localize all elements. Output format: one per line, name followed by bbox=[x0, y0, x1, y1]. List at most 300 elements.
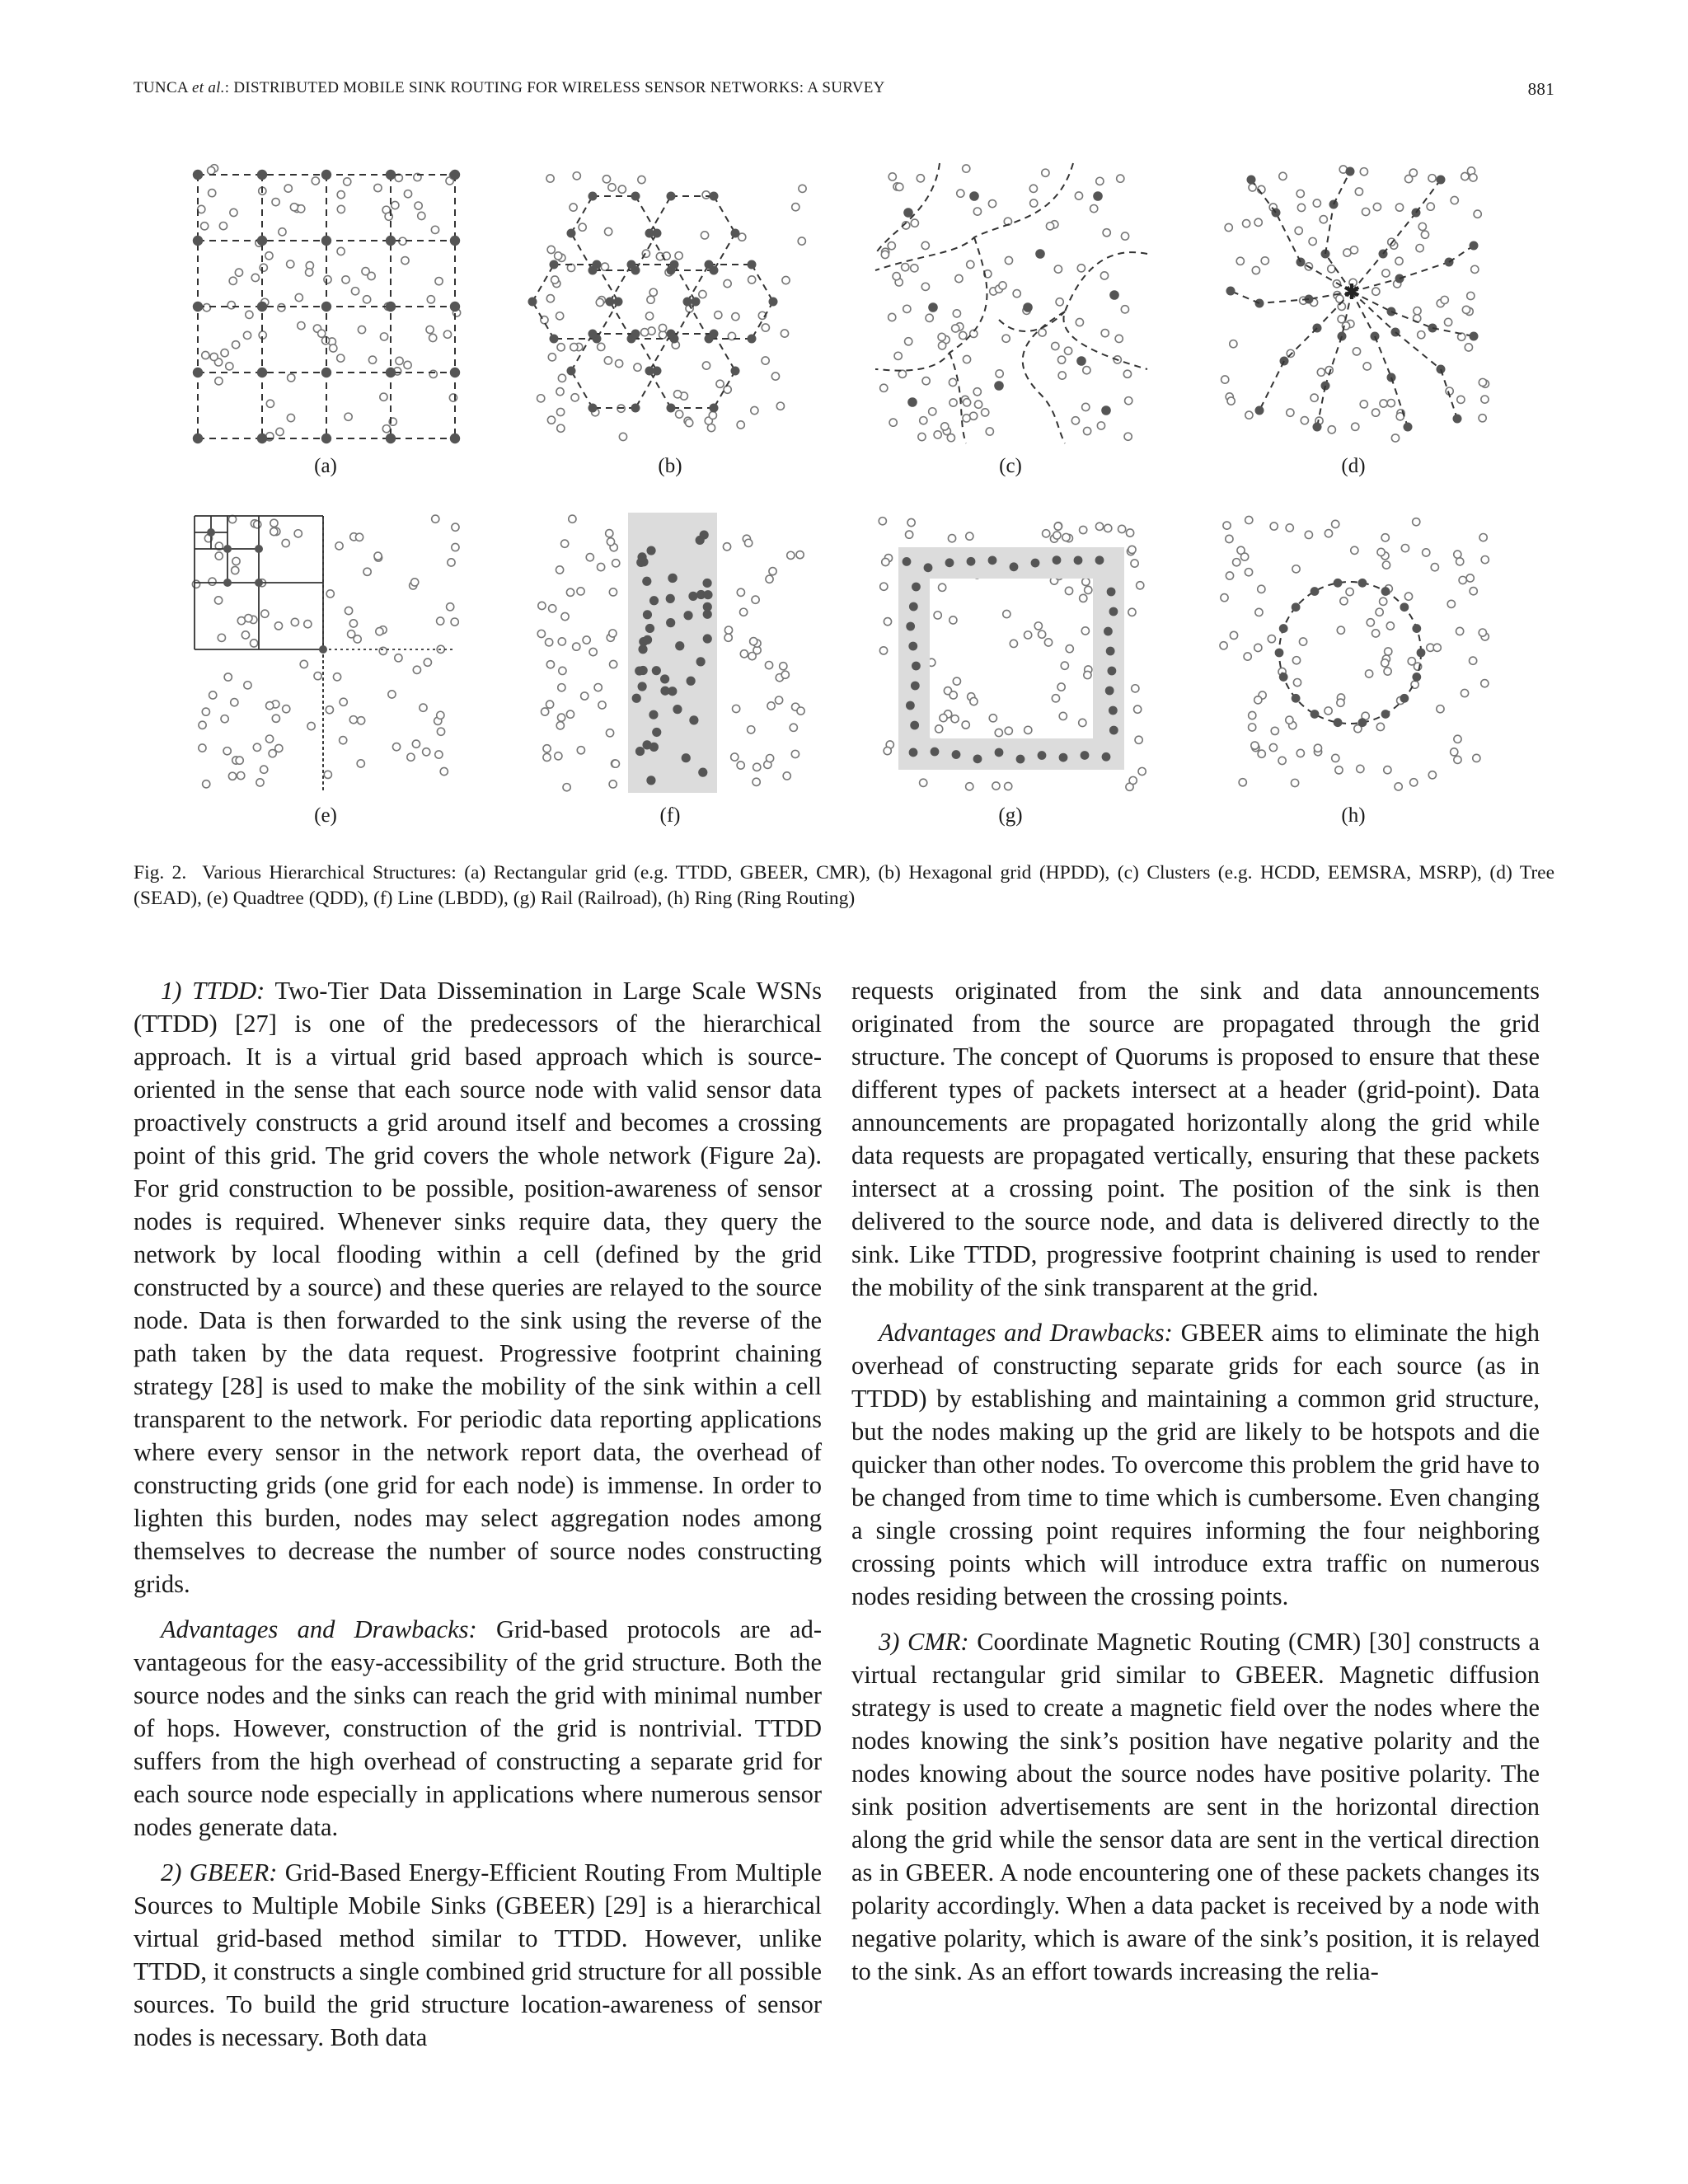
sensor-node bbox=[1416, 245, 1423, 252]
sensor-node bbox=[1413, 518, 1420, 526]
grid-node bbox=[207, 528, 215, 537]
sensor-node bbox=[294, 530, 302, 537]
sensor-node bbox=[203, 780, 210, 788]
sensor-node bbox=[1134, 705, 1142, 713]
grid-node bbox=[642, 740, 651, 749]
sensor-node bbox=[579, 223, 586, 231]
sensor-node bbox=[437, 728, 444, 735]
sensor-node bbox=[1470, 174, 1477, 181]
sensor-node bbox=[798, 237, 805, 245]
sensor-node bbox=[645, 312, 653, 320]
grid-node bbox=[1226, 287, 1236, 296]
sensor-node bbox=[1367, 619, 1374, 626]
sensor-node bbox=[1292, 657, 1300, 664]
sensor-node bbox=[1245, 411, 1253, 419]
sensor-node bbox=[1363, 363, 1371, 370]
sensor-node bbox=[546, 701, 554, 708]
sensor-node bbox=[723, 543, 730, 551]
sensor-node bbox=[256, 779, 264, 786]
sensor-node bbox=[731, 753, 738, 761]
sensor-node bbox=[561, 540, 569, 547]
grid-node bbox=[1334, 579, 1343, 588]
sensor-node bbox=[557, 344, 565, 351]
sensor-node bbox=[215, 377, 223, 385]
sensor-node bbox=[435, 278, 443, 285]
sensor-node bbox=[766, 754, 773, 762]
sensor-node bbox=[889, 173, 896, 180]
sensor-node bbox=[1044, 639, 1052, 646]
sensor-node bbox=[561, 612, 569, 620]
sensor-node bbox=[751, 406, 758, 414]
sensor-node bbox=[1135, 736, 1142, 743]
grid-node bbox=[667, 191, 676, 200]
sensor-node bbox=[335, 542, 343, 550]
sensor-node bbox=[1046, 223, 1053, 230]
sensor-node bbox=[1025, 726, 1032, 733]
sensor-node bbox=[298, 322, 305, 330]
sensor-node bbox=[202, 351, 209, 359]
sensor-node bbox=[362, 268, 369, 275]
sensor-node bbox=[966, 783, 973, 790]
sensor-node bbox=[907, 518, 915, 526]
grid-node bbox=[450, 170, 460, 180]
sensor-node bbox=[265, 252, 273, 260]
sensor-node bbox=[274, 622, 282, 630]
grid-node bbox=[1247, 176, 1256, 185]
sensor-node bbox=[1230, 340, 1237, 348]
sensor-node bbox=[879, 647, 887, 654]
grid-node bbox=[710, 404, 719, 413]
sensor-node bbox=[1414, 307, 1421, 315]
grid-node bbox=[994, 381, 1004, 391]
grid-node bbox=[635, 747, 645, 756]
grid-node bbox=[450, 434, 460, 443]
sensor-node bbox=[586, 554, 593, 561]
sensor-node bbox=[884, 618, 891, 626]
sensor-node bbox=[537, 630, 545, 637]
sensor-node bbox=[1335, 766, 1343, 774]
sensor-node bbox=[287, 414, 294, 421]
grid-node bbox=[223, 545, 232, 553]
sensor-node bbox=[1457, 396, 1465, 403]
sensor-node bbox=[787, 551, 795, 559]
sensor-node bbox=[762, 357, 769, 364]
sensor-node bbox=[989, 715, 996, 722]
sensor-node bbox=[1062, 533, 1070, 541]
sensor-node bbox=[724, 279, 731, 287]
sensor-node bbox=[601, 263, 608, 270]
grid-node bbox=[687, 677, 696, 686]
grid-node bbox=[638, 682, 647, 691]
sensor-node bbox=[1059, 712, 1067, 719]
sensor-node bbox=[769, 568, 776, 575]
grid-node bbox=[906, 622, 915, 631]
sensor-node bbox=[432, 515, 439, 523]
sensor-node bbox=[609, 780, 617, 788]
sensor-node bbox=[351, 288, 359, 295]
dashed-link bbox=[649, 371, 671, 408]
sensor-node bbox=[1428, 175, 1436, 182]
sensor-node bbox=[732, 313, 739, 321]
sensor-node bbox=[401, 257, 409, 265]
cluster-boundary bbox=[999, 312, 1065, 331]
sensor-node bbox=[748, 276, 756, 284]
grid-node bbox=[1107, 588, 1116, 597]
sensor-node bbox=[1121, 306, 1128, 313]
sensor-node bbox=[888, 242, 895, 250]
sensor-node bbox=[376, 628, 383, 635]
sensor-node bbox=[447, 603, 454, 611]
sensor-node bbox=[1421, 231, 1428, 238]
grid-node bbox=[386, 236, 396, 246]
sensor-node bbox=[392, 743, 400, 751]
sensor-node bbox=[775, 696, 782, 704]
sensor-node bbox=[404, 361, 411, 368]
panel-label-e: (e) bbox=[314, 804, 337, 827]
sensor-node bbox=[674, 391, 682, 398]
grid-node bbox=[1107, 667, 1116, 676]
dashed-link bbox=[1259, 361, 1284, 410]
sensor-node bbox=[1328, 426, 1335, 434]
sensor-node bbox=[935, 725, 943, 733]
sensor-node bbox=[337, 191, 345, 199]
sensor-node bbox=[955, 274, 963, 282]
grid-node bbox=[911, 682, 920, 691]
sensor-node bbox=[612, 760, 619, 767]
sensor-node bbox=[559, 667, 566, 674]
sensor-node bbox=[748, 726, 755, 733]
sensor-node bbox=[1473, 754, 1480, 762]
sensor-node bbox=[337, 354, 345, 362]
sensor-node bbox=[357, 717, 364, 724]
grid-node bbox=[1412, 624, 1421, 633]
sensor-node bbox=[556, 312, 564, 320]
grid-node bbox=[646, 546, 655, 555]
grid-node bbox=[193, 434, 203, 443]
sensor-node bbox=[992, 782, 1000, 790]
grid-node bbox=[988, 555, 997, 565]
sensor-node bbox=[314, 673, 321, 680]
sensor-node bbox=[235, 269, 242, 276]
sensor-node bbox=[291, 618, 298, 626]
grid-node bbox=[1023, 302, 1033, 312]
sensor-node bbox=[1132, 685, 1139, 692]
sensor-node bbox=[357, 760, 364, 767]
sensor-node bbox=[363, 568, 371, 575]
grid-node bbox=[1109, 607, 1118, 616]
grid-node bbox=[973, 754, 982, 763]
grid-node bbox=[710, 191, 719, 200]
grid-node bbox=[710, 329, 719, 338]
sensor-node bbox=[1465, 344, 1472, 351]
sensor-node bbox=[1444, 318, 1451, 326]
grid-node bbox=[643, 635, 652, 644]
sensor-node bbox=[963, 415, 970, 422]
grid-node bbox=[667, 329, 676, 338]
sensor-node bbox=[1287, 409, 1294, 416]
sensor-node bbox=[1076, 318, 1083, 326]
sensor-node bbox=[889, 419, 897, 426]
sensor-node bbox=[1030, 199, 1038, 207]
sensor-node bbox=[1249, 724, 1256, 731]
sensor-node bbox=[1054, 523, 1062, 530]
sensor-node bbox=[1084, 427, 1091, 434]
grid-node bbox=[1076, 356, 1086, 366]
sensor-node bbox=[241, 631, 249, 639]
sensor-node bbox=[641, 329, 649, 336]
sensor-node bbox=[1462, 306, 1470, 313]
sensor-node bbox=[221, 349, 228, 357]
grid-node bbox=[193, 236, 203, 246]
sensor-node bbox=[448, 559, 455, 566]
sensor-node bbox=[1481, 555, 1489, 563]
sensor-node bbox=[1230, 631, 1237, 639]
grid-node bbox=[675, 641, 684, 650]
sensor-node bbox=[1353, 348, 1360, 355]
sensor-node bbox=[546, 175, 554, 182]
sensor-node bbox=[1279, 172, 1287, 180]
grid-node bbox=[1081, 751, 1090, 760]
sensor-node bbox=[1131, 560, 1138, 567]
sensor-node bbox=[1054, 265, 1062, 273]
sensor-node bbox=[948, 535, 955, 542]
sensor-node bbox=[1352, 423, 1359, 430]
sensor-node bbox=[880, 384, 888, 391]
sensor-node bbox=[218, 634, 225, 641]
grid-node bbox=[969, 191, 979, 201]
sensor-node bbox=[1258, 750, 1265, 757]
right-column bbox=[851, 974, 1540, 2000]
grid-node bbox=[748, 260, 757, 269]
sensor-node bbox=[1381, 534, 1389, 541]
sensor-node bbox=[1295, 227, 1302, 234]
sensor-node bbox=[609, 588, 617, 596]
grid-node bbox=[606, 298, 615, 307]
sensor-node bbox=[232, 557, 240, 565]
sensor-node bbox=[1428, 771, 1436, 779]
grid-node bbox=[1102, 752, 1111, 762]
sensor-node bbox=[318, 330, 326, 337]
dashed-link bbox=[1325, 204, 1334, 254]
sensor-node bbox=[1226, 535, 1233, 542]
grid-node bbox=[386, 434, 396, 443]
sensor-node bbox=[558, 714, 565, 721]
sensor-node bbox=[404, 190, 411, 198]
figure-caption: Fig. 2. Various Hierarchical Structures: (a) Rectangular grid (e.g. TTDD, GBEER, CMR), (b) Hexagonal grid (HPDD), (c) Clusters (e.g. HCDD, EEMSRA, MSRP), (d) Tree (SEAD), (e) Quadtree (QDD), (f) Line (LBDD), (g) Rail (Railroad), (h) Ring (Ring Routing) bbox=[134, 862, 1555, 909]
grid-node bbox=[689, 715, 698, 724]
grid-node bbox=[588, 404, 598, 413]
sensor-node bbox=[333, 673, 340, 681]
sensor-node bbox=[1128, 546, 1136, 553]
sensor-node bbox=[1002, 335, 1010, 342]
sensor-node bbox=[724, 634, 732, 641]
grid-node bbox=[223, 579, 232, 587]
sensor-node bbox=[1039, 630, 1046, 638]
sensor-node bbox=[573, 172, 580, 180]
sensor-node bbox=[429, 370, 437, 377]
grid-node bbox=[631, 191, 640, 200]
grid-node bbox=[1053, 555, 1062, 565]
sensor-node bbox=[1454, 735, 1461, 743]
sensor-node bbox=[1386, 622, 1394, 630]
sensor-node bbox=[608, 184, 616, 191]
grid-node bbox=[1106, 647, 1115, 656]
sensor-node bbox=[279, 228, 286, 236]
grid-node bbox=[257, 434, 267, 443]
grid-node bbox=[683, 298, 692, 307]
sensor-node bbox=[612, 560, 620, 567]
grid-node bbox=[193, 170, 203, 180]
sensor-node bbox=[974, 401, 982, 408]
sensor-node bbox=[953, 310, 960, 317]
grid-node bbox=[703, 634, 712, 643]
sensor-node bbox=[1343, 249, 1351, 256]
sensor-node bbox=[452, 523, 459, 531]
grid-node bbox=[1038, 751, 1047, 760]
sensor-node bbox=[1427, 203, 1434, 210]
grid-node bbox=[627, 260, 636, 269]
sensor-node bbox=[1270, 523, 1278, 530]
sensor-node bbox=[638, 176, 645, 183]
sensor-node bbox=[702, 362, 710, 369]
sensor-node bbox=[1025, 631, 1032, 639]
grid-node bbox=[696, 657, 706, 666]
panel-label-g: (g) bbox=[998, 804, 1023, 827]
sensor-node bbox=[1355, 188, 1362, 195]
sensor-node bbox=[771, 373, 779, 380]
sensor-node bbox=[300, 660, 307, 668]
sensor-node bbox=[1376, 723, 1384, 730]
sensor-node bbox=[783, 772, 790, 780]
sensor-node bbox=[340, 737, 347, 744]
sensor-node bbox=[1220, 642, 1227, 649]
sensor-node bbox=[1467, 292, 1475, 299]
grid-node bbox=[666, 594, 675, 603]
sensor-node bbox=[917, 175, 924, 182]
grid-node bbox=[257, 302, 267, 312]
sensor-node bbox=[1077, 265, 1085, 272]
sensor-node bbox=[879, 518, 886, 525]
sensor-node bbox=[1461, 689, 1468, 696]
grid-node bbox=[450, 368, 460, 377]
sensor-node bbox=[437, 711, 444, 719]
grid-node bbox=[731, 229, 740, 238]
dashed-link bbox=[752, 265, 773, 302]
sensor-node bbox=[898, 370, 906, 377]
sensor-node bbox=[1005, 727, 1012, 734]
dashed-link bbox=[1276, 213, 1301, 262]
sensor-node bbox=[1299, 638, 1306, 645]
sensor-node bbox=[558, 374, 565, 382]
grid-node bbox=[1400, 694, 1409, 703]
sensor-node bbox=[1223, 522, 1231, 529]
grid-node bbox=[550, 260, 559, 269]
dashed-link bbox=[1334, 171, 1350, 204]
sensor-node bbox=[619, 433, 626, 440]
sensor-node bbox=[921, 283, 929, 290]
grid-node bbox=[909, 748, 918, 757]
sensor-node bbox=[594, 683, 602, 691]
dashed-link bbox=[571, 371, 593, 408]
grid-node bbox=[660, 674, 669, 683]
sensor-node bbox=[244, 682, 251, 689]
grid-node bbox=[698, 768, 707, 777]
grid-node bbox=[703, 590, 712, 599]
sensor-node bbox=[435, 751, 443, 758]
sensor-node bbox=[219, 223, 227, 230]
sensor-node bbox=[1082, 578, 1090, 585]
grid-node bbox=[1412, 673, 1421, 682]
sensor-node bbox=[392, 201, 399, 209]
sensor-node bbox=[963, 165, 970, 172]
sensor-node bbox=[1057, 683, 1065, 691]
sensor-node bbox=[1404, 593, 1412, 600]
sensor-node bbox=[1395, 783, 1402, 790]
sensor-node bbox=[245, 615, 252, 622]
sensor-node bbox=[1255, 608, 1263, 616]
sensor-node bbox=[1309, 237, 1316, 245]
sensor-node bbox=[967, 260, 974, 268]
sensor-node bbox=[996, 370, 1003, 377]
sensor-node bbox=[379, 647, 387, 654]
grid-node bbox=[528, 298, 537, 307]
sensor-node bbox=[781, 330, 788, 337]
sensor-node bbox=[440, 767, 448, 775]
sensor-node bbox=[1292, 565, 1300, 573]
grid-node bbox=[321, 368, 331, 377]
grid-node bbox=[1105, 687, 1114, 696]
sensor-node bbox=[740, 650, 748, 658]
grid-node bbox=[912, 662, 921, 671]
grid-node bbox=[660, 687, 669, 696]
sensor-node bbox=[1373, 203, 1381, 210]
sensor-node bbox=[374, 184, 382, 191]
grid-node bbox=[700, 530, 709, 539]
dashed-link bbox=[1441, 369, 1457, 419]
sensor-node bbox=[1372, 630, 1380, 637]
sensor-node bbox=[380, 333, 387, 340]
sensor-node bbox=[882, 558, 889, 565]
sensor-node bbox=[556, 722, 564, 729]
sensor-node bbox=[959, 331, 967, 339]
sensor-node bbox=[555, 252, 562, 260]
sensor-node bbox=[615, 360, 622, 368]
sensor-node bbox=[368, 356, 376, 363]
sensor-node bbox=[896, 183, 903, 190]
sensor-node bbox=[1332, 754, 1339, 762]
grid-node bbox=[1101, 405, 1111, 415]
sensor-node bbox=[776, 402, 784, 410]
grid-node bbox=[907, 397, 917, 407]
grid-node bbox=[257, 368, 267, 377]
dashed-link bbox=[1391, 312, 1432, 328]
sensor-node bbox=[345, 413, 352, 420]
grid-node bbox=[642, 577, 651, 586]
sensor-node bbox=[288, 374, 295, 382]
sensor-node bbox=[413, 666, 420, 673]
sensor-node bbox=[906, 531, 913, 538]
grid-node bbox=[567, 229, 576, 238]
sensor-node bbox=[537, 395, 545, 402]
grid-node bbox=[588, 329, 598, 338]
sensor-node bbox=[733, 705, 740, 712]
sensor-node bbox=[228, 772, 236, 780]
sensor-node bbox=[1071, 417, 1079, 424]
sensor-node bbox=[934, 612, 941, 619]
sensor-node bbox=[1081, 627, 1089, 635]
grid-node bbox=[1334, 718, 1343, 727]
sensor-node bbox=[571, 394, 579, 401]
